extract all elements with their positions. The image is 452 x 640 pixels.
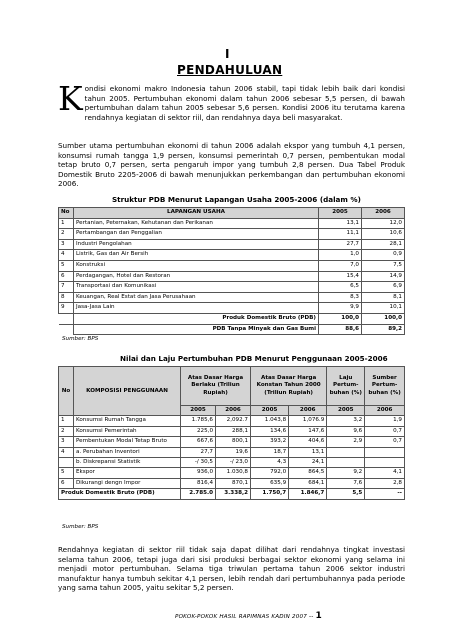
value-2005: 13,1 [319,218,362,229]
pdb-usage-table [58,366,405,500]
total-label: Produk Domestik Bruto (PDB) [74,313,319,324]
table1-header-2005: 2005 [319,208,362,219]
row-number: 6 [59,478,74,488]
row-number: 4 [59,250,74,261]
berlaku-2006: 288,1 [216,426,251,436]
laju: 9,2 [327,468,365,478]
chapter-number: I [225,47,230,61]
table2-year: 2005 [251,406,289,416]
sumber [365,458,405,468]
konstan-2005: 1.043,8 [251,416,289,426]
sumber: 1,9 [365,416,405,426]
konstan-2005: 792,0 [251,468,289,478]
row-number: 2 [59,229,74,240]
konstan-2005: 18,7 [251,447,289,457]
sector-name: Pertanian, Peternakan, Kehutanan dan Perikanan [74,218,319,229]
table1-header-sector: LAPANGAN USAHA [74,208,319,219]
row-number: 2 [59,426,74,436]
total-value: 3.338,2 [216,489,251,499]
closing-paragraph: Rendahnya kegiatan di sektor riil tidak saja dapat dilihat dari rendahnya tingkat investasi selama tahun 2006, tetapi juga dari sisi produksi berbagai sektor ekonomi yang selama ini menjadi motor pertumbuhan. Selama tiga triwulan pertama tahun 2006 sektor industri manufaktur hanya tumbuh sekitar 4,1 persen, lebih rendah dari pertumbuhannya pada periode yang sama tahun 2005, yaitu sekitar 5,2 persen. [58,545,405,593]
table2-source: Sumber: BPS [62,524,99,530]
table1-row [59,292,405,303]
value-2005: 1,0 [319,250,362,261]
laju [327,447,365,457]
row-number: 5 [59,260,74,271]
chapter-title: PENDAHULUAN [177,63,283,77]
value-2005: 7,0 [319,260,362,271]
value-2006: 6,9 [362,282,405,293]
value-2006: 14,9 [362,271,405,282]
table1-row [59,218,405,229]
table2-header-sumber: Sumber Pertum-buhan (%) [365,367,405,406]
sumber: 0,7 [365,437,405,447]
blank-cell [59,324,74,335]
sector-name: Industri Pengolahan [74,239,319,250]
table2-header-laju: Laju Pertum-buhan (%) [327,367,365,406]
berlaku-2005: -/ 30,5 [181,458,216,468]
component-name: Pembentukan Modal Tetap Bruto [74,437,181,447]
table2-row [59,478,405,488]
row-number: 3 [59,239,74,250]
laju: 2,9 [327,437,365,447]
berlaku-2006: 870,1 [216,478,251,488]
intro-paragraph-1 [58,79,405,122]
value-2006: 28,1 [362,239,405,250]
table2-row [59,426,405,436]
total-value: -- [365,489,405,499]
konstan-2006: 13,1 [289,447,327,457]
berlaku-2006: -/ 23,0 [216,458,251,468]
table2-year: 2005 [327,406,365,416]
row-number: 1 [59,416,74,426]
laju: 9,6 [327,426,365,436]
row-number: 1 [59,218,74,229]
berlaku-2006: 19,6 [216,447,251,457]
berlaku-2006: 1.030,8 [216,468,251,478]
table1-row [59,303,405,314]
table2-year: 2005 [181,406,216,416]
sector-name: Jasa-Jasa Lain [74,303,319,314]
table2-total-row [59,489,405,499]
konstan-2006: 24,1 [289,458,327,468]
konstan-2005: 4,3 [251,458,289,468]
berlaku-2005: 816,4 [181,478,216,488]
sumber: 0,7 [365,426,405,436]
row-number: 4 [59,447,74,457]
table1-row [59,271,405,282]
laju: 7,6 [327,478,365,488]
sumber [365,447,405,457]
berlaku-2005: 1.785,6 [181,416,216,426]
component-name: a. Perubahan Inventori [74,447,181,457]
table1-row [59,229,405,240]
konstan-2006: 147,6 [289,426,327,436]
konstan-2006: 864,5 [289,468,327,478]
table2-row [59,458,405,468]
total-value: 5,5 [327,489,365,499]
footer-text: POKOK-POKOK HASIL RAPIMNAS KADIN 2007 -- [175,614,314,620]
table2-header-no: No [59,367,74,416]
table1-title: Struktur PDB Menurut Lapangan Usaha 2005-2006 (dalam %) [112,195,361,204]
row-number: 8 [59,292,74,303]
table2-year: 2006 [289,406,327,416]
table2-title: Nilai dan Laju Pertumbuhan PDB Menurut Penggunaan 2005-2006 [120,354,388,363]
konstan-2005: 635,9 [251,478,289,488]
table1-row [59,282,405,293]
value-2006: 12,0 [362,218,405,229]
table1-header-2006: 2006 [362,208,405,219]
total-value: 1.750,7 [251,489,289,499]
page-footer [175,611,322,621]
table1-total-row [59,324,405,335]
total-2005: 100,0 [319,313,362,324]
value-2005: 9,9 [319,303,362,314]
pdb-sector-table [58,207,405,335]
table2-row [59,447,405,457]
total-value: 1.846,7 [289,489,327,499]
table2-row [59,437,405,447]
table2-row [59,468,405,478]
blank-cell [59,313,74,324]
berlaku-2006: 2,092.7 [216,416,251,426]
value-2005: 15,4 [319,271,362,282]
value-2006: 7,5 [362,260,405,271]
table1-header-row [59,208,405,219]
table1-source: Sumber: BPS [62,336,99,342]
sector-name: Konstruksi [74,260,319,271]
berlaku-2005: 27,7 [181,447,216,457]
berlaku-2005: 936,0 [181,468,216,478]
table2-row [59,416,405,426]
value-2005: 27,7 [319,239,362,250]
drop-cap: K [58,79,83,118]
total-2006: 89,2 [362,324,405,335]
page-number: 1 [315,611,322,621]
value-2006: 0,9 [362,250,405,261]
berlaku-2006: 800,1 [216,437,251,447]
total-label: Produk Domestik Bruto (PDB) [59,489,181,499]
value-2006: 8,1 [362,292,405,303]
laju [327,458,365,468]
intro-paragraph-1-text: ondisi ekonomi makro Indonesia tahun 2006 stabil, tapi tidak lebih baik dari kondisi tahun 2005. Pertumbuhan ekonomi dalam tahun 2006 sebesar 5,5 persen, di bawah pertumbuhan dalam tahun 2005 sebesar 5,6 persen. Kondisi 2006 itu terutama karena rendahnya kegiatan di sektor riil, dan rendahnya daya beli masyarakat. [84,84,405,122]
row-number: 6 [59,271,74,282]
row-number: 5 [59,468,74,478]
sector-name: Perdagangan, Hotel dan Restoran [74,271,319,282]
value-2005: 11,1 [319,229,362,240]
laju: 3,2 [327,416,365,426]
component-name: Ekspor [74,468,181,478]
sector-name: Pertambangan dan Penggalian [74,229,319,240]
konstan-2006: 684,1 [289,478,327,488]
sector-name: Listrik, Gas dan Air Bersih [74,250,319,261]
table1-total-row [59,313,405,324]
component-name: Konsumsi Pemerintah [74,426,181,436]
component-name: Konsumsi Rumah Tangga [74,416,181,426]
konstan-2006: 1,076.9 [289,416,327,426]
row-number: 3 [59,437,74,447]
total-value: 2.785.0 [181,489,216,499]
konstan-2005: 134,6 [251,426,289,436]
intro-paragraph-2: Sumber utama pertumbuhan ekonomi di tahun 2006 adalah ekspor yang tumbuh 4,1 persen, konsumsi rumah tangga 1,9 persen, konsumsi pemerintah 0,7 persen, pembentukan modal tetap bruto 0,7 persen, serta pengaruh impor yang tumbuh 2,8 persen. Dua Tabel Produk Domestik Bruto 2205-2006 di bawah menunjukkan perkembangan dan pertumbuhan ekonomi 2006. [58,141,405,189]
konstan-2005: 393,2 [251,437,289,447]
table2-header-berlaku: Atas Dasar Harga Berlaku (Triliun Rupiah) [181,367,251,406]
berlaku-2005: 667,6 [181,437,216,447]
table2-header-konstan: Atas Dasar Harga Konstan Tahun 2000 (Triliun Rupiah) [251,367,327,406]
sumber: 4,1 [365,468,405,478]
table2-year: 2006 [365,406,405,416]
konstan-2006: 404,6 [289,437,327,447]
component-name: Dikurangi dengn Impor [74,478,181,488]
row-number: 9 [59,303,74,314]
table1-row [59,250,405,261]
total-2005: 88,6 [319,324,362,335]
value-2005: 8,3 [319,292,362,303]
component-name: b. Diskrepansi Statistik [74,458,181,468]
total-2006: 100,0 [362,313,405,324]
value-2005: 6,5 [319,282,362,293]
row-number [59,458,74,468]
sector-name: Transportasi dan Komunikasi [74,282,319,293]
value-2006: 10,6 [362,229,405,240]
sector-name: Keuangan, Real Estat dan Jasa Perusahaan [74,292,319,303]
table1-row [59,260,405,271]
total-label: PDB Tanpa Minyak dan Gas Bumi [74,324,319,335]
value-2006: 10,1 [362,303,405,314]
berlaku-2005: 225,0 [181,426,216,436]
table1-row [59,239,405,250]
row-number: 7 [59,282,74,293]
table1-header-no: No [59,208,74,219]
table2-year: 2006 [216,406,251,416]
table2-header-komposisi: KOMPOSISI PENGGUNAAN [74,367,181,416]
table2-header-row [59,367,405,406]
sumber: 2,8 [365,478,405,488]
